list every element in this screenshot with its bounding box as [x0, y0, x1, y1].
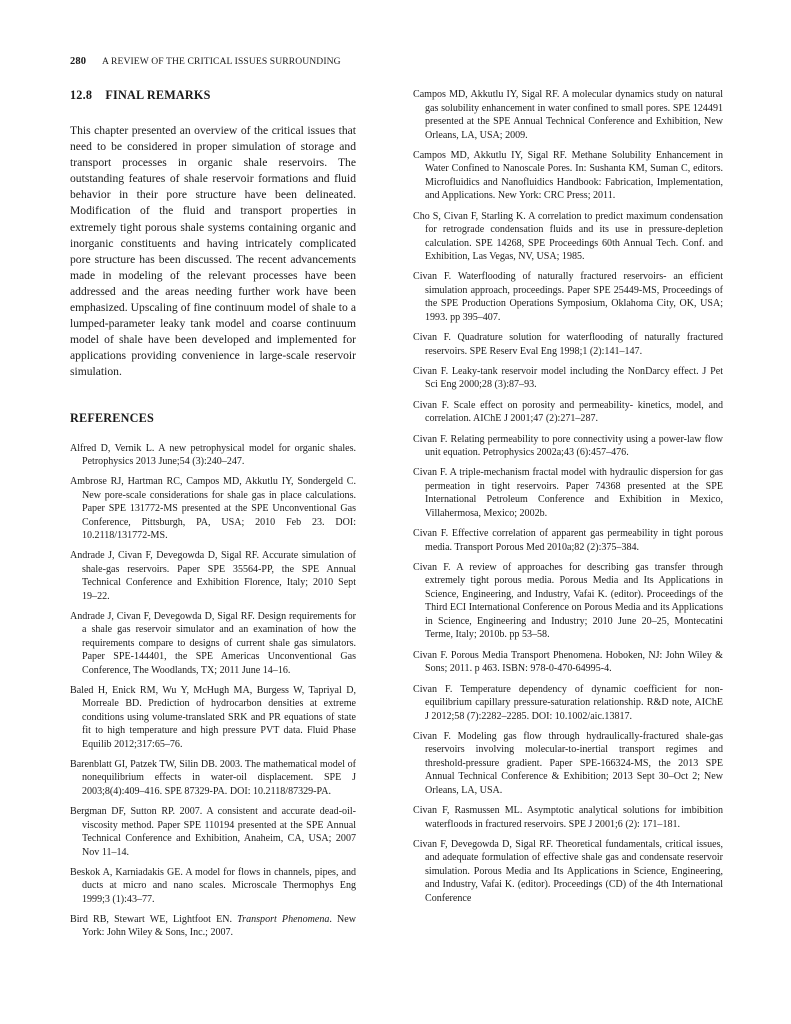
reference-item: Civan F. Waterflooding of naturally fractured reservoirs- an efficient simulation approach, proceedings. Paper SPE 25449-MS, Proceedings of the SPE Production Operations Symposium, Oklahoma City, OK, USA; 1993. pp 395–407. — [413, 271, 723, 323]
reference-item: Civan F. A review of approaches for describing gas transfer through extremely tight porous media. Porous Media and Its Applications in Science, Engineering, and Industry, Vafai K. (editor). Proceedings of the Third ECI International Conference on Porous Media and its Applications in Science, Engineering and Industry; 2010 June 20–25, Montecatini Terme, Italy; 2010b. pp 53–58. — [413, 561, 723, 641]
reference-item: Civan F. Effective correlation of apparent gas permeability in tight porous media. Transport Porous Med 2010a;82 (2):375–384. — [413, 528, 723, 553]
reference-item: Bergman DF, Sutton RP. 2007. A consistent and accurate dead-oil-viscosity method. Paper SPE 110194 presented at the SPE Annual Technical Conference and Exhibition, Anaheim, CA, USA; 2007 Nov 11–14. — [70, 806, 356, 858]
reference-item: Civan F. Leaky-tank reservoir model including the NonDarcy effect. J Pet Sci Eng 2000;28 (3):87–93. — [413, 365, 723, 391]
right-column — [413, 88, 723, 912]
reference-item: Civan F. Relating permeability to pore connectivity using a power-law flow unit equation. Petrophysics 2002a;43 (6):457–476. — [413, 433, 723, 459]
left-column — [70, 88, 356, 946]
reference-item: Alfred D, Vernik L. A new petrophysical model for organic shales. Petrophysics 2013 June;54 (3):240–247. — [70, 442, 356, 467]
section-heading — [70, 88, 356, 103]
reference-item: Civan F. A triple-mechanism fractal model with hydraulic dispersion for gas permeation in tight reservoirs. Paper 74368 presented at the SPE International Petroleum Conference and Exhibition in Mexico, Villahermosa, Mexico; 2002b. — [413, 467, 723, 519]
reference-item: Campos MD, Akkutlu IY, Sigal RF. A molecular dynamics study on natural gas solubility enhancement in water confined to small pores. SPE 124491 presented at the SPE Annual Technical Conference and Exhibition, New Orleans, LA, USA; 2009. — [413, 89, 723, 141]
final-remarks-paragraph: This chapter presented an overview of the critical issues that need to be considered in proper simulation of storage and transport processes in organic shale reservoirs. The outstanding features of shale reservoir formations and fluid behavior in their pore structure have been delineated. Modification of the fluid and transport properties in extremely tight porous shale systems containing organic and inorganic constituents and having intricately complicated pore structure has been discussed. The recent advancements made in modeling of the relevant processes have been addressed and the areas needing further work have been emphasized. Upscaling of fine continuum model of shale to a lumped-parameter leaky tank model and coarse continuum model of shale have been developed and implemented for applications providing convenience in large-scale reservoir simulation. — [70, 124, 356, 379]
reference-item: Andrade J, Civan F, Devegowda D, Sigal RF. Design requirements for a shale gas reservoir simulator and an examination of how the requirements compare to designs of current shale gas simulators. Paper SPE-144401, the SPE Americas Unconventional Gas Conference, The Woodlands, TX; 2011 June 14–16. — [70, 610, 356, 676]
references-heading: REFERENCES — [70, 410, 154, 425]
reference-item: Civan F. Temperature dependency of dynamic coefficient for non-equilibrium capillary pressure-saturation relationship. R&D note, AIChE J 2012;58 (7):2282–2285. DOI: 10.1002/aic.13817. — [413, 683, 723, 722]
page-number: 280 — [70, 56, 87, 67]
reference-item-bird — [70, 913, 356, 940]
running-header — [70, 56, 730, 67]
reference-item: Civan F. Porous Media Transport Phenomena. Hoboken, NJ: John Wiley & Sons; 2011. p 463. ISBN: 978-0-470-64995-4. — [413, 649, 723, 675]
reference-item: Civan F. Quadrature solution for waterflooding of naturally fractured reservoirs. SPE Reserv Eval Eng 1998;1 (2):141–147. — [413, 332, 723, 357]
reference-item: Cho S, Civan F, Starling K. A correlation to predict maximum condensation for retrograde condensation fluids and its use in pressure-depletion calculation. SPE 14268, SPE Proceedings 60th Annual Tech. Conf. and Exhibition, Las Vegas, NV, USA; 1985. — [413, 210, 723, 263]
running-title: A REVIEW OF THE CRITICAL ISSUES SURROUNDING — [102, 56, 341, 67]
reference-item: Ambrose RJ, Hartman RC, Campos MD, Akkutlu IY, Sondergeld C. New pore-scale considerations for shale gas in place calculations. Paper SPE 131772-MS presented at the SPE Unconventional Gas Conference, Pittsburgh, PA, USA; 2010 Feb 23. DOI: 10.2118/131772-MS. — [70, 476, 356, 542]
reference-item: Baled H, Enick RM, Wu Y, McHugh MA, Burgess W, Tapriyal D, Morreale BD. Prediction of hydrocarbon densities at extreme conditions using volume-translated SRK and PR equations of state fit to high temperature and high pressure PVT data. Fluid Phase Equilib 2012;317:65–76. — [70, 684, 356, 750]
reference-item: Civan F, Rasmussen ML. Asymptotic analytical solutions for imbibition waterfloods in fractured reservoirs. SPE J 2001;6 (2): 171–181. — [413, 805, 723, 830]
reference-item: Campos MD, Akkutlu IY, Sigal RF. Methane Solubility Enhancement in Water Confined to Nanoscale Pores. In: Sushanta KM, Suman C, editors. Microfluidics and Nanofluidics Handbook: Fabrication, Implementation, and Applications. New York: CRC Press; 2011. — [413, 149, 723, 202]
reference-item: Civan F. Modeling gas flow through hydraulically-fractured shale-gas reservoirs involving molecular-to-inertial transport regimes and threshold-pressure gradient. Paper SPE-166324-MS, the 2013 SPE Annual Technical Conference & Exhibition; 2013 Sept 30–Oct 2; New Orleans, LA, USA. — [413, 730, 723, 796]
bird-book-title: Transport Phenomena — [237, 913, 330, 925]
reference-item: Civan F. Scale effect on porosity and permeability- kinetics, model, and correlation. AIChE J 2001;47 (2):271–287. — [413, 399, 723, 425]
bird-authors: Bird RB, Stewart WE, Lightfoot EN. — [70, 913, 238, 925]
reference-item: Beskok A, Karniadakis GE. A model for flows in channels, pipes, and ducts at micro and nano scales. Microscale Thermophys Eng 1999;3 (1):43–77. — [70, 866, 356, 905]
reference-item: Andrade J, Civan F, Devegowda D, Sigal RF. Accurate simulation of shale-gas reservoirs. Paper SPE 35564-PP, the SPE Annual Technical Conference and Exhibition Florence, Italy; 2010 Sept 19–22. — [70, 550, 356, 602]
reference-item: Barenblatt GI, Patzek TW, Silin DB. 2003. The mathematical model of nonequilibrium effects in water-oil displacement. SPE J 2003;8(4):409–416. SPE 87329-PA. DOI: 10.2118/87329-PA. — [70, 758, 356, 797]
section-title: FINAL REMARKS — [105, 88, 211, 102]
section-number: 12.8 — [70, 88, 93, 102]
reference-item: Civan F, Devegowda D, Sigal RF. Theoretical fundamentals, critical issues, and adequate formulation of effective shale gas and condensate reservoir simulation. Porous Media and Its Applications in Science, Engineering, and Industry, Vafai K. (editor). Proceedings (CD) of the 4th International Conference — [413, 838, 723, 904]
bird-publisher: . New York: John Wiley & Sons, Inc.; 2007. — [82, 913, 357, 939]
